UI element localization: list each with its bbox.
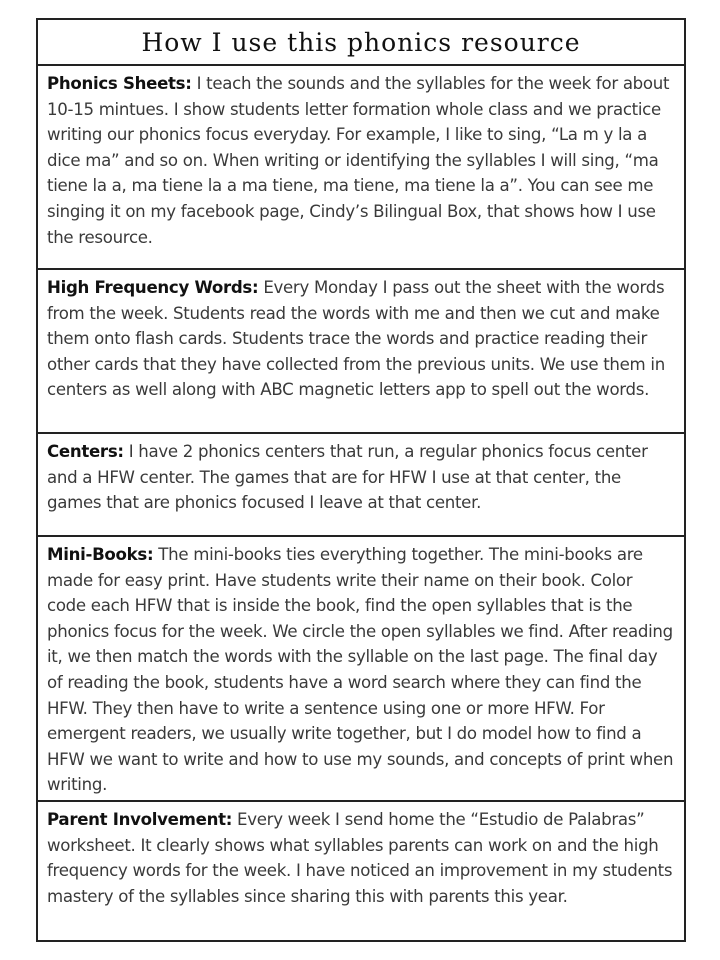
section-body: I teach the sounds and the syllables for the week for about 10-15 mintues. I show students letter formation whole class and we practice writing our phonics focus everyday. For example, I like to sing, “La m y la a dice ma” and so on. When writing or identifying the syllables I will sing, “ma tiene la a, ma tiene la a ma tiene, ma tiene, ma tiene la a”. You can see me singing it on my facebook page, Cindy’s Bilingual Box, that shows how I use the resource. xyxy=(47,74,670,247)
section-phonics-sheets xyxy=(38,66,684,270)
section-body: Every Monday I pass out the sheet with the words from the week. Students read the words with me and then we cut and make them onto flash cards. Students trace the words and practice reading their other cards that they have collected from the previous units. We use them in centers as well along with ABC magnetic letters app to spell out the words. xyxy=(47,278,665,400)
section-heading: Parent Involvement: xyxy=(47,810,233,829)
section-body: Every week I send home the “Estudio de Palabras” worksheet. It clearly shows what syllables parents can work on and the high frequency words for the week. I have noticed an improvement in my students mastery of the syllables since sharing this with parents this year. xyxy=(47,810,673,906)
section-text xyxy=(47,542,676,798)
section-centers xyxy=(38,434,684,537)
section-text xyxy=(47,71,676,250)
section-mini-books xyxy=(38,537,684,802)
title-row xyxy=(38,20,684,66)
section-body: I have 2 phonics centers that run, a regular phonics focus center and a HFW center. The games that are for HFW I use at that center, the games that are phonics focused I leave at that center. xyxy=(47,442,648,513)
section-text xyxy=(47,275,676,403)
section-heading: Phonics Sheets: xyxy=(47,74,192,93)
resource-sheet xyxy=(36,18,686,942)
section-heading: Centers: xyxy=(47,442,124,461)
section-text xyxy=(47,439,676,516)
page-title: How I use this phonics resource xyxy=(141,27,581,57)
section-text xyxy=(47,807,676,909)
section-body: The mini-books ties everything together. The mini-books are made for easy print. Have students write their name on their book. Color code each HFW that is inside the book, find the open syllables that is the phonics focus for the week. We circle the open syllables we find. After reading it, we then match the words with the syllable on the last page. The final day of reading the book, students have a word search where they can find the HFW. They then have to write a sentence using one or more HFW. For emergent readers, we usually write together, but I do model how to find a HFW we want to write and how to use my sounds, and concepts of print when writing. xyxy=(47,545,674,795)
section-high-frequency-words xyxy=(38,270,684,434)
section-heading: High Frequency Words: xyxy=(47,278,259,297)
section-parent-involvement xyxy=(38,802,684,942)
section-heading: Mini-Books: xyxy=(47,545,154,564)
